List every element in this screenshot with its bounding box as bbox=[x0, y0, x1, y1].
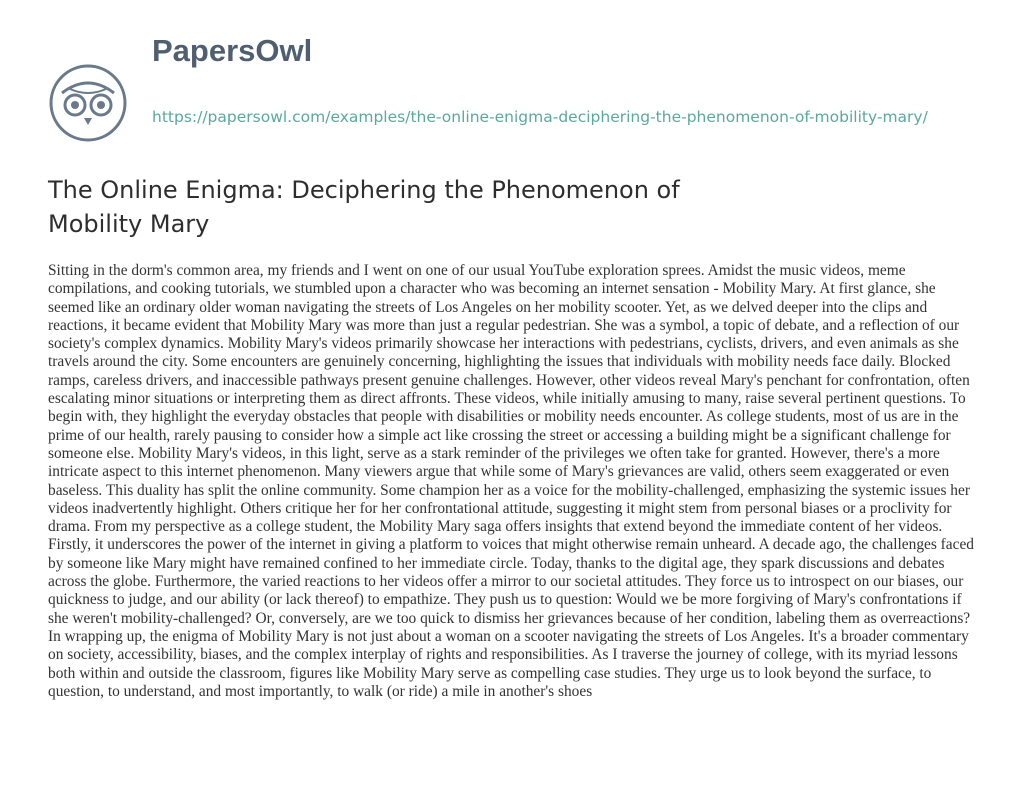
article-title: The Online Enigma: Deciphering the Phenomenon of Mobility Mary bbox=[48, 176, 680, 238]
owl-face-icon bbox=[48, 63, 128, 143]
site-header bbox=[48, 26, 978, 156]
brand-name: PapersOwl bbox=[152, 33, 313, 68]
source-url-link[interactable]: https://papersowl.com/examples/the-online-enigma-deciphering-the-phenomenon-of-mobility-mary/ bbox=[152, 108, 928, 126]
article-body: Sitting in the dorm's common area, my friends and I went on one of our usual YouTube exploration sprees. Amidst the music videos, meme compilations, and cooking tutorials, we stumbled upon a character who was becoming an internet sensation - Mobility Mary. At first glance, she seemed like an ordinary older woman navigating the streets of Los Angeles on her mobility scooter. Yet, as we delved deeper into the clips and reactions, it became evident that Mobility Mary was more than just a regular pedestrian. She was a symbol, a topic of debate, and a reflection of our society's complex dynamics. Mobility Mary's videos primarily showcase her interactions with pedestrians, cyclists, drivers, and even animals as she travels around the city. Some encounters are genuinely concerning, highlighting the issues that individuals with mobility needs face daily. Blocked ramps, careless drivers, and inaccessible pathways present genuine challenges. However, other videos reveal Mary's penchant for confrontation, often escalating minor situations or interpreting them as direct affronts. These videos, while initially amusing to many, raise several pertinent questions. To begin with, they highlight the everyday obstacles that people with disabilities or mobility needs encounter. As college students, most of us are in the prime of our health, rarely pausing to consider how a simple act like crossing the street or accessing a building might be a significant challenge for someone else. Mobility Mary's videos, in this light, serve as a stark reminder of the privileges we often take for granted. However, there's a more intricate aspect to this internet phenomenon. Many viewers argue that while some of Mary's grievances are valid, others seem exaggerated or even baseless. This duality has split the online community. Some champion her as a voice for the mobility-challenged, emphasizing the systemic issues her videos inadvertently highlight. Others critique her for her confrontational attitude, suggesting it might stem from personal biases or a proclivity for drama. From my perspective as a college student, the Mobility Mary saga offers insights that extend beyond the immediate content of her videos. Firstly, it underscores the power of the internet in giving a platform to voices that might otherwise remain unheard. A decade ago, the challenges faced by someone like Mary might have remained confined to her immediate circle. Today, thanks to the digital age, they spark discussions and debates across the globe. Furthermore, the varied reactions to her videos offer a mirror to our societal attitudes. They force us to introspect on our biases, our quickness to judge, and our ability (or lack thereof) to empathize. They push us to question: Would we be more forgiving of Mary's confrontations if she weren't mobility-challenged? Or, conversely, are we too quick to dismiss her grievances because of her condition, labeling them as overreactions? In wrapping up, the enigma of Mobility Mary is not just about a woman on a scooter navigating the streets of Los Angeles. It's a broader commentary on society, accessibility, biases, and the complex interplay of rights and responsibilities. As I traverse the journey of college, with its myriad lessons both within and outside the classroom, figures like Mobility Mary serve as compelling case studies. They urge us to look beyond the surface, to question, to understand, and most importantly, to walk (or ride) a mile in another's shoes bbox=[48, 262, 974, 700]
